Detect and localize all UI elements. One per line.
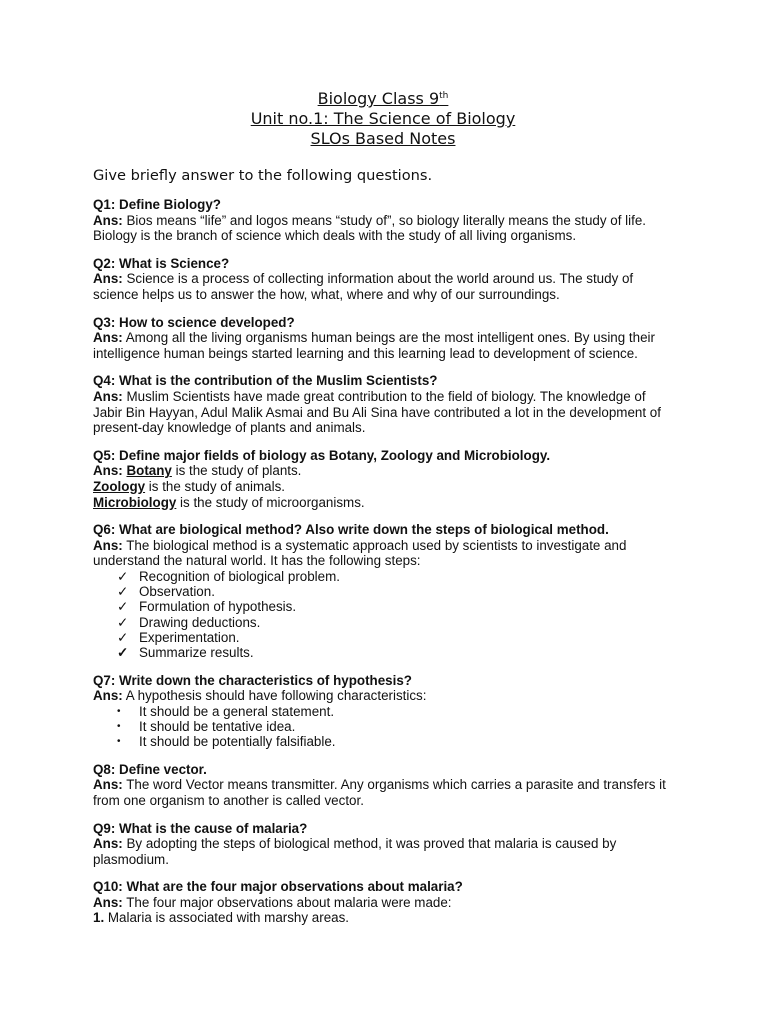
answer-8 [93, 777, 673, 808]
answer-label: Ans: [93, 388, 123, 404]
answer-5-microbiology [93, 495, 673, 511]
answer-label: Ans: [93, 537, 123, 553]
question-5: Q5: Define major fields of biology as Botany, Zoology and Microbiology. [93, 447, 551, 463]
answer-2 [93, 271, 673, 302]
list-item-text: Formulation of hypothesis. [139, 599, 297, 615]
microbiology-definition: is the study of microorganisms. [176, 494, 365, 510]
answer-label: Ans: [93, 688, 123, 704]
answer-1 [93, 213, 673, 244]
list-item-text: Observation. [139, 584, 215, 600]
question-2: Q2: What is Science? [93, 255, 230, 271]
answer-8-text: The word Vector means transmitter. Any organisms which carries a parasite and transfers it from one organism to another is called vector. [93, 777, 666, 808]
bullet-icon: • [117, 721, 121, 733]
list-item [117, 734, 673, 749]
term-zoology: Zoology [93, 478, 146, 494]
question-block-6 [93, 522, 673, 661]
question-3: Q3: How to science developed? [93, 314, 295, 330]
term-microbiology: Microbiology [93, 494, 177, 510]
observation-text: Malaria is associated with marshy areas. [104, 910, 350, 926]
question-8: Q8: Define vector. [93, 761, 207, 777]
list-item-text: It should be tentative idea. [139, 719, 296, 735]
list-item [117, 615, 673, 630]
list-item-text: Recognition of biological problem. [139, 568, 340, 584]
answer-6 [93, 538, 673, 569]
check-icon: ✓ [117, 599, 129, 615]
question-block-4 [93, 373, 673, 435]
answer-label: Ans: [93, 894, 123, 910]
list-item [117, 645, 673, 660]
document-page [93, 86, 673, 926]
list-item-text: Summarize results. [139, 645, 254, 661]
title-superscript: th [439, 91, 449, 101]
document-title [93, 86, 673, 109]
notes-subtitle: SLOs Based Notes [310, 129, 456, 148]
document-header [93, 86, 673, 149]
question-block-1 [93, 197, 673, 244]
list-item [117, 719, 673, 734]
answer-7-text: A hypothesis should have following characteristics: [125, 688, 427, 704]
answer-label: Ans: [93, 836, 123, 852]
list-item-text: Drawing deductions. [139, 614, 261, 630]
answer-2-text: Science is a process of collecting information about the world around us. The study of science helps us to answer the how, what, where and why of our surroundings. [93, 271, 634, 302]
answer-3-text: Among all the living organisms human beings are the most intelligent ones. By using their intelligence human beings started learning and this learning lead to development of science. [93, 330, 655, 361]
question-1: Q1: Define Biology? [93, 197, 221, 212]
title-text: Biology Class 9 [317, 89, 440, 108]
question-block-7 [93, 673, 673, 750]
observation-item-1 [93, 910, 673, 926]
question-block-2 [93, 256, 673, 303]
answer-9-text: By adopting the steps of biological method, it was proved that malaria is caused by plasmodium. [93, 836, 617, 867]
characteristics-list [93, 704, 673, 750]
answer-10 [93, 895, 673, 911]
list-item-text: It should be potentially falsifiable. [139, 734, 336, 750]
question-10: Q10: What are the four major observations about malaria? [93, 879, 463, 895]
list-item [117, 630, 673, 645]
answer-5-zoology [93, 479, 673, 495]
answer-5-botany [93, 463, 673, 479]
answer-4-text: Muslim Scientists have made great contribution to the field of biology. The knowledge of Jabir Bin Hayyan, Adul Malik Asmai and Bu Ali Sina have contributed a lot in the development of present-day knowledge of plants and animals. [93, 388, 661, 436]
bullet-icon: • [117, 736, 121, 748]
question-block-10 [93, 879, 673, 926]
list-item [117, 704, 673, 719]
list-item [117, 569, 673, 584]
term-botany: Botany [126, 463, 172, 479]
intro-instruction: Give briefly answer to the following questions. [93, 167, 433, 184]
answer-1-text: Bios means “life” and logos means “study of”, so biology literally means the study of life. Biology is the branch of science which deals with the study of all living organisms. [93, 212, 647, 244]
answer-4 [93, 389, 673, 436]
list-item-text: Experimentation. [139, 630, 240, 646]
answer-6-text: The biological method is a systematic approach used by scientists to investigate and understand the natural world. It has the following steps: [93, 537, 627, 569]
list-item-text: It should be a general statement. [139, 703, 335, 719]
question-block-8 [93, 762, 673, 809]
botany-definition: is the study of plants. [171, 463, 302, 479]
question-9: Q9: What is the cause of malaria? [93, 820, 308, 836]
answer-10-text: The four major observations about malaria were made: [126, 894, 452, 910]
answer-label: Ans: [93, 330, 123, 346]
unit-title: Unit no.1: The Science of Biology [250, 109, 516, 128]
bullet-icon: • [117, 705, 121, 717]
answer-3 [93, 330, 673, 361]
question-7: Q7: Write down the characteristics of hypothesis? [93, 672, 412, 688]
check-icon: ✓ [117, 614, 129, 630]
observation-number: 1. [93, 910, 105, 926]
question-4: Q4: What is the contribution of the Muslim Scientists? [93, 373, 438, 389]
answer-7 [93, 688, 673, 704]
steps-list [93, 569, 673, 661]
check-icon: ✓ [117, 645, 129, 661]
zoology-definition: is the study of animals. [145, 478, 285, 494]
list-item [117, 599, 673, 614]
question-block-9 [93, 821, 673, 868]
answer-label: Ans: [93, 777, 123, 793]
answer-label: Ans: [93, 271, 123, 287]
answer-label: Ans: [93, 212, 123, 228]
question-6: Q6: What are biological method? Also write down the steps of biological method. [93, 522, 609, 538]
check-icon: ✓ [117, 630, 129, 646]
check-icon: ✓ [117, 584, 129, 600]
question-block-3 [93, 315, 673, 362]
list-item [117, 584, 673, 599]
question-block-5 [93, 448, 673, 510]
answer-label: Ans: [93, 463, 123, 479]
answer-9 [93, 836, 673, 867]
check-icon: ✓ [117, 568, 129, 584]
